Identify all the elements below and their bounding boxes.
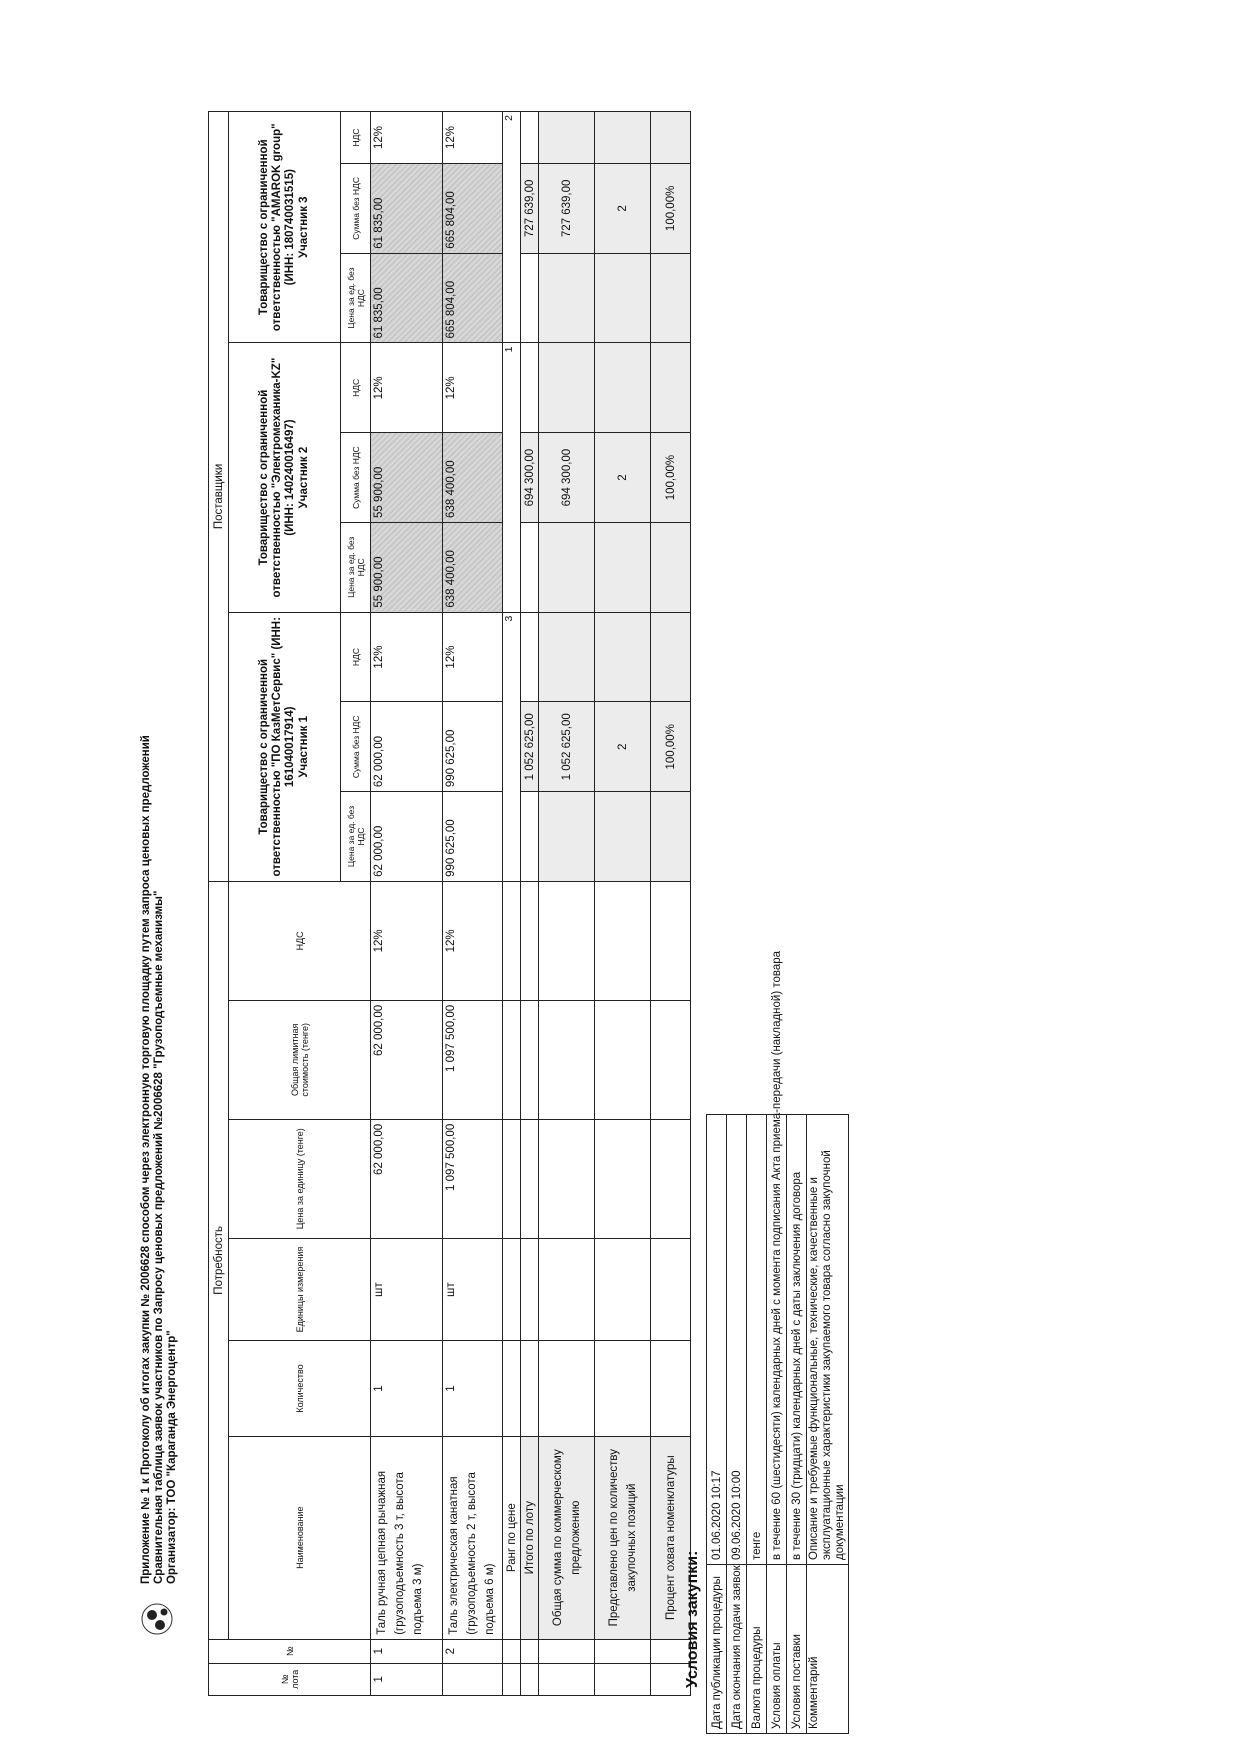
supplier-2-name: Товарищество с ограниченной ответственностью "Электромеханика-KZ" (ИНН: 140240016497) bbox=[258, 357, 296, 598]
header-line-3: Организатор: ТОО "Караганда Энергоцентр" bbox=[166, 1330, 178, 1584]
row-price: 62 000,00 bbox=[371, 1119, 443, 1238]
cond-key-comment: Комментарий bbox=[807, 1565, 849, 1734]
s3-price: 61 835,00 bbox=[371, 253, 443, 343]
lot-total-s1: 1 052 625,00 bbox=[521, 702, 539, 792]
row-unit: шт bbox=[371, 1238, 443, 1341]
coverage-row bbox=[651, 112, 691, 1696]
positions-s3: 2 bbox=[595, 164, 651, 254]
cond-key-publication: Дата публикации процедуры bbox=[707, 1565, 727, 1734]
coverage-s2: 100,00% bbox=[651, 433, 691, 523]
supplier-3-label: Участник 3 bbox=[298, 196, 310, 259]
s2-sub-sum: Сумма без НДС bbox=[341, 433, 371, 523]
s3-vat: 12% bbox=[443, 112, 503, 164]
group-need-header: Потребность bbox=[209, 881, 229, 1639]
positions-row bbox=[595, 112, 651, 1696]
row-lot bbox=[443, 1663, 503, 1695]
commercial-row bbox=[539, 112, 595, 1696]
conditions-row bbox=[747, 1115, 767, 1734]
s1-sum: 62 000,00 bbox=[371, 702, 443, 792]
lot-total-s2: 694 300,00 bbox=[521, 433, 539, 523]
col-name-header: Наименование bbox=[229, 1436, 371, 1639]
rank-s2-value: 1 bbox=[503, 346, 515, 353]
s2-sum: 55 900,00 bbox=[371, 433, 443, 523]
col-qty-header: Количество bbox=[229, 1341, 371, 1436]
cond-value-comment: Описание и требуемые функциональные, технические, качественные и эксплуатационные характеристики закупаемого товара согласно закупочной документации bbox=[807, 1115, 849, 1565]
supplier-3-name: Товарищество с ограниченной ответственностью "AMAROK group" (ИНН: 180740031515) bbox=[258, 123, 296, 332]
s1-sub-sum: Сумма без НДС bbox=[341, 702, 371, 792]
supplier-1-name: Товарищество с ограниченной ответственностью "ПО КазМетСервис" (ИНН: 161040017914) bbox=[258, 617, 296, 877]
rank-s3-value: 2 bbox=[503, 115, 515, 121]
col-total-header: Общая лимитная стоимость (тенге) bbox=[229, 1000, 371, 1119]
lot-total-s3: 727 639,00 bbox=[521, 164, 539, 254]
conditions-row bbox=[807, 1115, 849, 1734]
positions-s2: 2 bbox=[595, 433, 651, 523]
commercial-s1: 1 052 625,00 bbox=[539, 702, 595, 792]
supplier-1-header bbox=[229, 612, 341, 881]
row-total: 62 000,00 bbox=[371, 1000, 443, 1119]
supplier-2-label: Участник 2 bbox=[298, 446, 310, 509]
s3-sum: 665 804,00 bbox=[443, 164, 503, 254]
row-vat: 12% bbox=[371, 881, 443, 1000]
conditions-row bbox=[707, 1115, 727, 1734]
rank-label: Ранг по цене bbox=[503, 1436, 521, 1639]
coverage-s1: 100,00% bbox=[651, 702, 691, 792]
conditions-title: Условия закупки: bbox=[684, 1550, 701, 1688]
s1-sum: 990 625,00 bbox=[443, 702, 503, 792]
group-suppliers-header: Поставщики bbox=[209, 112, 229, 882]
s1-vat: 12% bbox=[443, 612, 503, 702]
commercial-s2: 694 300,00 bbox=[539, 433, 595, 523]
row-unit: шт bbox=[443, 1238, 503, 1341]
s2-vat: 12% bbox=[443, 343, 503, 433]
conditions-row bbox=[767, 1115, 787, 1734]
positions-label: Представлено цен по количеству закупочных позиций bbox=[595, 1436, 651, 1639]
rank-row bbox=[503, 112, 521, 1696]
s2-sub-price: Цена за ед. без НДС bbox=[341, 522, 371, 612]
row-qty: 1 bbox=[371, 1341, 443, 1436]
row-name: Таль ручная цепная рычажная (грузоподъемность 3 т, высота подъема 3 м) bbox=[371, 1436, 443, 1639]
row-qty: 1 bbox=[443, 1341, 503, 1436]
rank-s2 bbox=[503, 343, 521, 612]
rank-s3 bbox=[503, 112, 521, 343]
row-vat: 12% bbox=[443, 881, 503, 1000]
cond-key-payment: Условия оплаты bbox=[767, 1565, 787, 1734]
cond-key-currency: Валюта процедуры bbox=[747, 1565, 767, 1734]
s1-vat: 12% bbox=[371, 612, 443, 702]
s3-vat: 12% bbox=[371, 112, 443, 164]
cond-value-currency: тенге bbox=[747, 1115, 767, 1565]
conditions-row bbox=[727, 1115, 747, 1734]
s2-vat: 12% bbox=[371, 343, 443, 433]
s1-sub-price: Цена за ед. без НДС bbox=[341, 792, 371, 882]
cond-key-delivery: Условия поставки bbox=[787, 1565, 807, 1734]
rank-s1-value: 3 bbox=[503, 615, 515, 622]
supplier-1-label: Участник 1 bbox=[298, 715, 310, 778]
commercial-label: Общая сумма по коммерческому предложению bbox=[539, 1436, 595, 1639]
s3-price: 665 804,00 bbox=[443, 253, 503, 343]
coverage-s3: 100,00% bbox=[651, 164, 691, 254]
s3-sub-sum: Сумма без НДС bbox=[341, 164, 371, 254]
coverage-label: Процент охвата номенклатуры bbox=[651, 1436, 691, 1639]
s3-sub-vat: НДС bbox=[341, 112, 371, 164]
conditions-table bbox=[706, 950, 849, 1734]
row-name: Таль электрическая канатная (грузоподъемность 2 т, высота подъема 6 м) bbox=[443, 1436, 503, 1639]
col-no-header: № bbox=[209, 1639, 371, 1663]
commercial-s3: 727 639,00 bbox=[539, 164, 595, 254]
col-price-header: Цена за единицу (тенге) bbox=[229, 1119, 371, 1238]
lot-total-row bbox=[521, 112, 539, 1696]
s2-price: 638 400,00 bbox=[443, 522, 503, 612]
s1-price: 990 625,00 bbox=[443, 792, 503, 882]
row-price: 1 097 500,00 bbox=[443, 1119, 503, 1238]
col-vat-header: НДС bbox=[229, 881, 371, 1000]
header-line-1: Приложение № 1 к Протоколу об итогах закупки № 2006628 способом через электронную торговую площадку путем запроса ценовых предложений bbox=[140, 735, 152, 1584]
rank-s1 bbox=[503, 612, 521, 881]
supplier-3-header bbox=[229, 112, 341, 343]
row-no: 1 bbox=[371, 1639, 443, 1663]
comparison-table bbox=[208, 111, 691, 1696]
s1-sub-vat: НДС bbox=[341, 612, 371, 702]
s1-price: 62 000,00 bbox=[371, 792, 443, 882]
s2-price: 55 900,00 bbox=[371, 522, 443, 612]
conditions-row bbox=[787, 1115, 807, 1734]
s2-sub-vat: НДС bbox=[341, 343, 371, 433]
col-lot-header: № лота bbox=[209, 1663, 371, 1695]
row-lot: 1 bbox=[371, 1663, 443, 1695]
table-row bbox=[443, 112, 503, 1696]
cond-value-payment: в течение 60 (шестидесяти) календарных дней с момента подписания Акта приема-передачи (накладной) товара bbox=[767, 1115, 787, 1565]
positions-s1: 2 bbox=[595, 702, 651, 792]
s2-sum: 638 400,00 bbox=[443, 433, 503, 523]
s3-sub-price: Цена за ед. без НДС bbox=[341, 253, 371, 343]
cond-value-delivery: в течение 30 (тридцати) календарных дней с даты заключения договора bbox=[787, 1115, 807, 1565]
row-no: 2 bbox=[443, 1639, 503, 1663]
s3-sum: 61 835,00 bbox=[371, 164, 443, 254]
header-line-2: Сравнительная таблица заявок участников по Запросу ценовых предложений №2006628 "Грузоподъемные механизмы" bbox=[153, 890, 165, 1584]
col-unit-header: Единицы измерения bbox=[229, 1238, 371, 1341]
row-total: 1 097 500,00 bbox=[443, 1000, 503, 1119]
cond-key-deadline: Дата окончания подачи заявок bbox=[727, 1565, 747, 1734]
table-row bbox=[371, 112, 443, 1696]
lot-total-label: Итого по лоту bbox=[521, 1436, 539, 1639]
cond-value-deadline: 09.06.2020 10:00 bbox=[727, 1115, 747, 1565]
supplier-2-header bbox=[229, 343, 341, 612]
cond-value-publication: 01.06.2020 10:17 bbox=[707, 1115, 727, 1565]
logo-icon bbox=[140, 1602, 174, 1636]
